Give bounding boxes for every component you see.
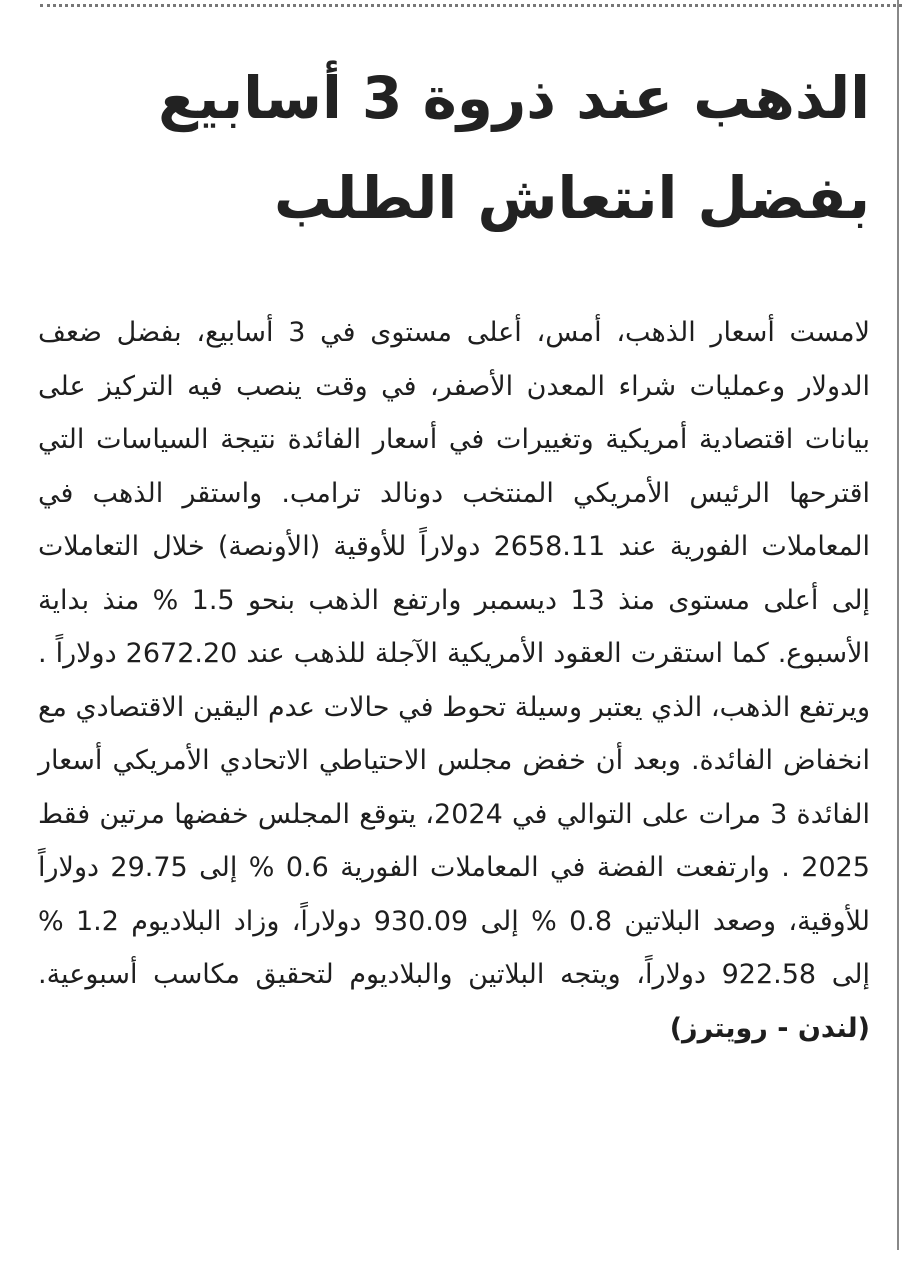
top-dotted-border — [40, 4, 902, 7]
headline — [38, 48, 870, 248]
headline-line-1: الذهب عند ذروة 3 أسابيع — [158, 64, 870, 132]
headline-line-2: بفضل انتعاش الطلب — [274, 164, 870, 232]
column-rule — [897, 0, 899, 1250]
article-credit: (لندن - رويترز) — [669, 1012, 870, 1044]
article-body-text: لامست أسعار الذهب، أمس، أعلى مستوى في 3 أسابيع، بفضل ضعف الدولار وعمليات شراء المعدن الأصفر، في وقت ينصب فيه التركيز على بيانات اقتصادية أمريكية وتغييرات في أسعار الفائدة نتيجة السياسات التي اقترحها الرئيس الأمريكي المنتخب دونالد ترامب. واستقر الذهب في المعاملات الفورية عند 2658.11 دولاراً للأوقية (الأونصة) خلال التعاملات إلى أعلى مستوى منذ 13 ديسمبر وارتفع الذهب بنحو 1.5 % منذ بداية الأسبوع. كما استقرت العقود الأمريكية الآجلة للذهب عند 2672.20 دولاراً . ويرتفع الذهب، الذي يعتبر وسيلة تحوط في حالات عدم اليقين الاقتصادي مع انخفاض الفائدة. وبعد أن خفض مجلس الاحتياطي الاتحادي الأمريكي أسعار الفائدة 3 مرات على التوالي في 2024، يتوقع المجلس خفضها مرتين فقط 2025 . وارتفعت الفضة في المعاملات الفورية 0.6 % إلى 29.75 دولاراً للأوقية، وصعد البلاتين 0.8 % إلى 930.09 دولاراً، وزاد البلاديوم 1.2 % إلى 922.58 دولاراً، ويتجه البلاتين والبلاديوم لتحقيق مكاسب أسبوعية. — [38, 317, 871, 990]
article-body — [38, 306, 870, 1055]
news-article — [38, 48, 870, 1055]
